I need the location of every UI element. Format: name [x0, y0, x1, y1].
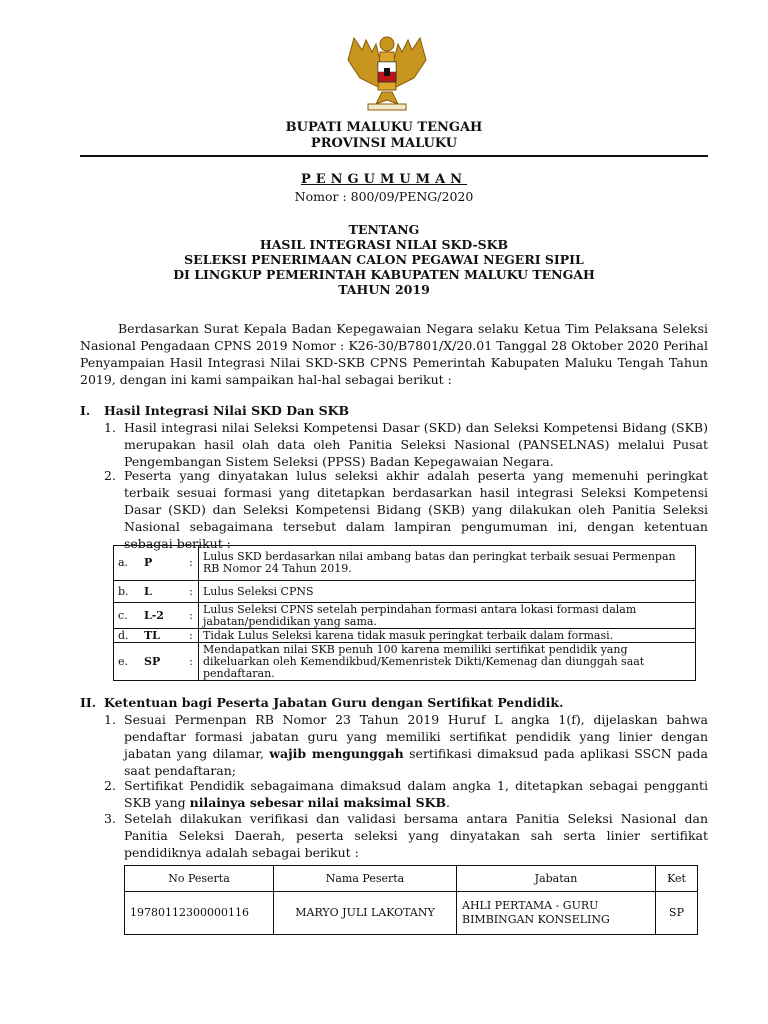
table-row — [114, 546, 696, 581]
status-code: P — [140, 546, 184, 581]
subject-line: SELEKSI PENERIMAAN CALON PEGAWAI NEGERI SIPIL — [184, 252, 584, 267]
status-code: L — [140, 581, 184, 603]
separator: : — [184, 629, 199, 643]
status-code: L-2 — [140, 603, 184, 629]
row-letter: a. — [114, 546, 141, 581]
list-item — [104, 467, 708, 552]
code-description: Mendapatkan nilai SKB penuh 100 karena memiliki sertifikat pendidik yang dikeluarkan oleh Kemendikbud/Kemenristek Dikti/Kemenag dan diunggah saat pendaftaran. — [199, 643, 696, 681]
item-number: 1. — [104, 712, 116, 727]
subject-line: TENTANG — [348, 222, 420, 237]
participant-name: MARYO JULI LAKOTANY — [274, 892, 457, 935]
header-divider — [80, 155, 708, 157]
code-description: Lulus SKD berdasarkan nilai ambang batas dan peringkat terbaik sesuai Permenpan RB Nomor 24 Tahun 2019. — [199, 546, 696, 581]
code-description: Tidak Lulus Seleksi karena tidak masuk peringkat terbaik dalam formasi. — [199, 629, 696, 643]
item-text: Sesuai Permenpan RB Nomor 23 Tahun 2019 Huruf L angka 1(f), dijelaskan bahwa pendaftar formasi jabatan guru yang memiliki sertifikat pendidik yang linier dengan jabatan yang dilamar, wajib mengunggah sertifikasi dimaksud pada aplikasi SSCN pada saat pendaftaran; — [124, 712, 708, 778]
row-letter: e. — [114, 643, 141, 681]
list-item — [104, 777, 708, 811]
row-letter: b. — [114, 581, 141, 603]
row-letter: d. — [114, 629, 141, 643]
column-header: Nama Peserta — [274, 866, 457, 892]
emphasis-text: nilainya sebesar nilai maksimal SKB — [189, 795, 447, 810]
status-code-table — [113, 545, 696, 681]
column-header: Jabatan — [457, 866, 656, 892]
emphasis-text: wajib mengunggah — [269, 746, 404, 761]
item-text: Hasil integrasi nilai Seleksi Kompetensi Dasar (SKD) dan Seleksi Kompetensi Bidang (SKB) merupakan hasil olah data oleh Panitia Seleksi Nasional (PANSELNAS) melalui Pusat Pengembangan Sistem Seleksi (PPSS) Badan Kepegawaian Negara. — [124, 420, 708, 469]
participants-table — [124, 865, 698, 935]
item-text: Setelah dilakukan verifikasi dan validasi bersama antara Panitia Seleksi Nasional dan Panitia Seleksi Daerah, peserta seleksi yang dinyatakan sah serta linier sertifikat pendidiknya adalah sebagai berikut : — [124, 811, 708, 860]
issuer-title: BUPATI MALUKU TENGAH — [285, 120, 483, 135]
table-row — [114, 603, 696, 629]
table-row — [114, 643, 696, 681]
participant-position: AHLI PERTAMA - GURU BIMBINGAN KONSELING — [457, 892, 656, 935]
column-header: No Peserta — [125, 866, 274, 892]
separator: : — [184, 581, 199, 603]
table-row — [114, 629, 696, 643]
item-text: Peserta yang dinyatakan lulus seleksi akhir adalah peserta yang memenuhi peringkat terbaik sesuai formasi yang ditetapkan berdasarkan hasil integrasi Seleksi Kompetensi Dasar (SKD) dan Seleksi Kompetensi Bidang (SKB) yang dilakukan oleh Panitia Seleksi Nasional sebagaimana tersebut dalam lampiran pengumuman ini, dengan ketentuan sebagai berikut : — [124, 468, 708, 551]
column-header: Ket — [656, 866, 698, 892]
intro-paragraph: Berdasarkan Surat Kepala Badan Kepegawaian Negara selaku Ketua Tim Pelaksana Seleksi Nasional Pengadaan CPNS 2019 Nomor : K26-30/B7801/X/20.01 Tanggal 28 Oktober 2020 Perihal Penyampaian Hasil Integrasi Nilai SKD-SKB CPNS Pemerintah Kabupaten Maluku Tengah Tahun 2019, dengan ini kami sampaikan hal-hal sebagai berikut : — [80, 321, 708, 387]
subject-line: HASIL INTEGRASI NILAI SKD-SKB — [259, 237, 509, 252]
separator: : — [184, 546, 199, 581]
status-code: SP — [140, 643, 184, 681]
section-2-heading — [80, 694, 563, 711]
subject-line: DI LINGKUP PEMERINTAH KABUPATEN MALUKU TENGAH — [173, 267, 595, 282]
item-number: 3. — [104, 811, 116, 826]
table-row — [125, 892, 698, 935]
section-1-heading — [80, 402, 349, 419]
item-number: 2. — [104, 778, 116, 793]
issuer-province: PROVINSI MALUKU — [310, 136, 458, 151]
section-title: Ketentuan bagi Peserta Jabatan Guru dengan Sertifikat Pendidik. — [104, 695, 564, 710]
item-number: 1. — [104, 420, 116, 435]
item-number: 2. — [104, 468, 116, 483]
code-description: Lulus Seleksi CPNS setelah perpindahan formasi antara lokasi formasi dalam jabatan/pendidikan yang sama. — [199, 603, 696, 629]
code-description: Lulus Seleksi CPNS — [199, 581, 696, 603]
list-item — [104, 810, 708, 861]
table-row — [114, 581, 696, 603]
participant-status: SP — [656, 892, 698, 935]
section-number: II. — [80, 695, 97, 710]
document-title: PENGUMUMAN — [300, 172, 468, 187]
separator: : — [184, 643, 199, 681]
list-item — [104, 419, 708, 470]
garuda-emblem — [340, 30, 434, 116]
item-text: Sertifikat Pendidik sebagaimana dimaksud dalam angka 1, ditetapkan sebagai pengganti SKB yang nilainya sebesar nilai maksimal SKB. — [124, 778, 708, 810]
table-header-row — [125, 866, 698, 892]
subject-line: TAHUN 2019 — [338, 282, 430, 297]
participant-number: 19780112300000116 — [125, 892, 274, 935]
status-code: TL — [140, 629, 184, 643]
subject-heading — [0, 222, 768, 297]
section-title: Hasil Integrasi Nilai SKD Dan SKB — [104, 403, 350, 418]
row-letter: c. — [114, 603, 141, 629]
list-item — [104, 711, 708, 779]
section-number: I. — [80, 403, 91, 418]
separator: : — [184, 603, 199, 629]
document-number: Nomor : 800/09/PENG/2020 — [294, 189, 474, 204]
